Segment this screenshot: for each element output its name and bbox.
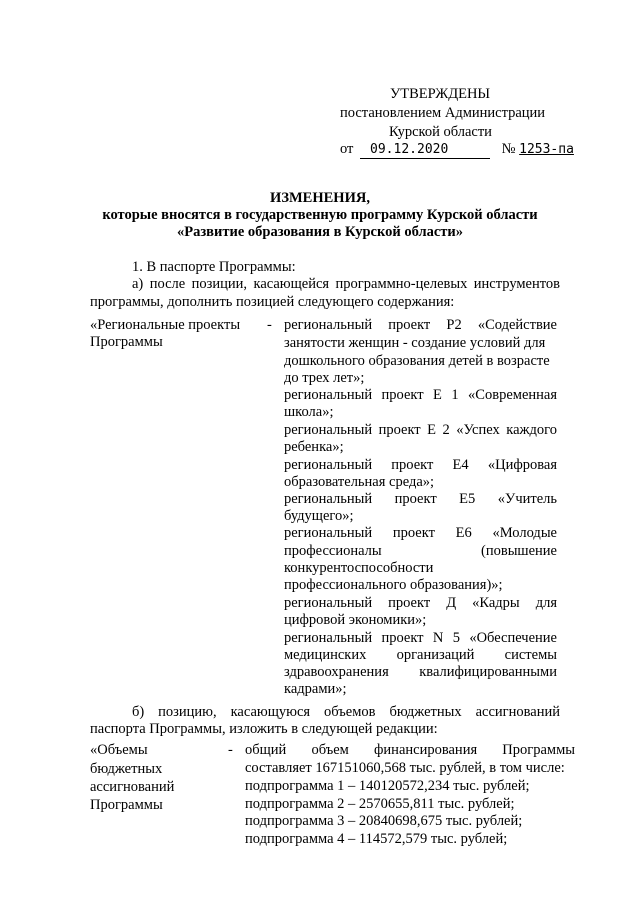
t1-line: школа»; [284, 404, 334, 420]
number-prefix: № [501, 141, 516, 157]
t2-line: общий объем финансирования Программы [245, 742, 575, 758]
table2-dash: - [228, 742, 233, 758]
t1-line: медицинских организаций системы [284, 647, 557, 663]
t1-line: региональный проект Е5 «Учитель [284, 491, 557, 507]
approval-title: УТВЕРЖДЕНЫ [390, 86, 491, 102]
t1-line: региональный проект Е 1 «Современная [284, 387, 557, 403]
table1-label-line-1: «Региональные проекты [90, 317, 241, 333]
heading-line-2: «Развитие образования в Курской области» [176, 224, 464, 240]
number-value: 1253-па [519, 142, 574, 157]
table2-label-line: Программы [90, 797, 163, 813]
table2-label-line: ассигнований [90, 779, 175, 795]
approval-date-line [340, 141, 574, 159]
t1-line: региональный проект Е6 «Молодые [284, 525, 557, 541]
table2-label-line: «Объемы [90, 742, 148, 758]
paragraph-b-line-2: паспорта Программы, изложить в следующей редакции: [90, 721, 438, 737]
t2-line: составляет 167151060,568 тыс. рублей, в том числе: [245, 760, 565, 776]
paragraph-a-line-2: программы, дополнить позицией следующего содержания: [90, 294, 455, 310]
table2-label-line: бюджетных [90, 761, 163, 777]
t1-line: цифровой экономики»; [284, 612, 427, 628]
t2-line: подпрограмма 3 – 20840698,675 тыс. рублей; [245, 813, 523, 829]
t1-line: профессионалы (повышение [284, 543, 557, 559]
approval-line-1: постановлением Администрации [340, 105, 546, 121]
t1-line: профессионального образования)»; [284, 577, 503, 593]
t2-line: подпрограмма 4 – 114572,579 тыс. рублей; [245, 831, 508, 847]
t1-line: региональный проект N 5 «Обеспечение [284, 630, 557, 646]
heading-title: ИЗМЕНЕНИЯ, [270, 190, 370, 206]
t1-line: региональный проект Р2 «Содействие [284, 317, 557, 333]
paragraph-b-line-1: б) позицию, касающуюся объемов бюджетных ассигнований [132, 704, 560, 720]
date-prefix: от [340, 141, 354, 157]
paragraph-1: 1. В паспорте Программы: [132, 259, 296, 275]
t1-line: региональный проект Е4 «Цифровая [284, 457, 557, 473]
approval-line-2: Курской области [389, 124, 492, 140]
date-field [360, 141, 490, 159]
date-value: 09.12.2020 [370, 142, 449, 157]
table1-label-line-2: Программы [90, 334, 163, 350]
t1-line: занятости женщин - создание условий для [284, 335, 546, 351]
t1-line: региональный проект Е 2 «Успех каждого [284, 422, 557, 438]
t2-line: подпрограмма 2 – 2570655,811 тыс. рублей; [245, 796, 515, 812]
t1-line: дошкольного образования детей в возрасте [284, 353, 550, 369]
t2-line: подпрограмма 1 – 140120572,234 тыс. рублей; [245, 778, 530, 794]
t1-line: региональный проект Д «Кадры для [284, 595, 557, 611]
t1-line: конкурентоспособности [284, 560, 434, 576]
t1-line: кадрами»; [284, 681, 347, 697]
paragraph-a-line-1: а) после позиции, касающейся программно-целевых инструментов [132, 276, 560, 292]
t1-line: здравоохранения квалифицированными [284, 664, 557, 680]
t1-line: до трех лет»; [284, 370, 365, 386]
t1-line: ребенка»; [284, 439, 344, 455]
table1-dash: - [267, 317, 272, 333]
heading-line-1: которые вносятся в государственную программу Курской области [102, 207, 538, 223]
t1-line: будущего»; [284, 508, 354, 524]
t1-line: образовательная среда»; [284, 474, 435, 490]
